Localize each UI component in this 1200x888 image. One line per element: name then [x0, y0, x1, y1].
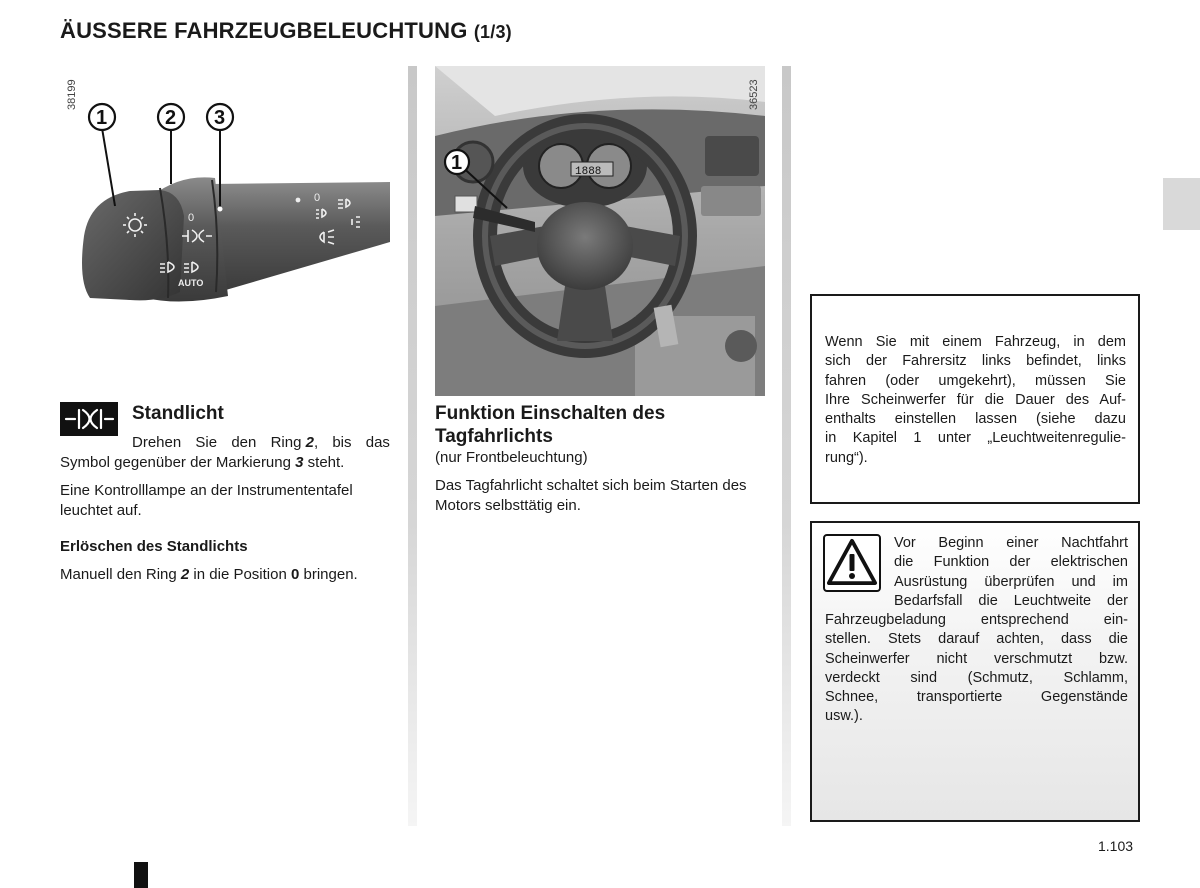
cluster-display-readout: 1888	[575, 166, 602, 178]
warning-text-full	[825, 611, 1128, 727]
info-line: Ihre Scheinwerfer für die Dauer des Auf-	[825, 391, 1126, 408]
standlicht-p3-text-b: in die Position	[189, 566, 291, 583]
standlicht-p3-text-a: Manuell den Ring	[60, 566, 181, 583]
warning-line: die Funktion der elektrischen	[894, 554, 1128, 571]
stalk-zero-mark: 0	[314, 192, 321, 204]
standlicht-heading: Standlicht	[132, 403, 224, 424]
parking-light-icon	[60, 402, 118, 436]
light-stalk-figure	[60, 66, 394, 366]
badge-1	[89, 104, 115, 130]
badge-3	[207, 104, 233, 130]
warning-triangle-icon	[823, 534, 881, 592]
tagfahrlicht-heading-line2: Tagfahrlichts	[435, 426, 553, 447]
info-line: in Kapitel 1 unter „Leuchtweitenregulie-	[825, 430, 1126, 447]
svg-text:1: 1	[96, 107, 108, 129]
svg-text:3: 3	[214, 107, 226, 129]
info-line: enthalts einstellen lassen (siehe dazu	[825, 411, 1126, 428]
warning-text-short	[894, 534, 1128, 611]
column-divider-left	[408, 66, 417, 826]
warning-line: verdeckt sind (Schmutz, Schlamm,	[825, 669, 1128, 686]
info-line: fahren (oder umgekehrt), müssen Sie	[825, 372, 1126, 389]
standlicht-p1-word-das: das	[365, 434, 390, 451]
page-title	[60, 18, 512, 44]
tagfahrlicht-note: (nur Frontbeleuchtung)	[435, 449, 588, 466]
tagfahrlicht-p1: Das Tagfahrlicht schaltet sich beim Starten des Motors selbsttätig ein.	[435, 477, 747, 514]
crop-mark	[134, 862, 148, 888]
standlicht-p1-ring: Ring 2,	[270, 434, 319, 451]
parking-light-symbol	[60, 402, 118, 436]
warning-line: Bedarfsfall die Leuchtweite der	[894, 592, 1128, 609]
standlicht-p1-text-c: Symbol gegenüber der Markierung	[60, 454, 296, 471]
standlicht-p1-word-bis: bis	[332, 434, 352, 451]
warning-line: stellen. Stets darauf achten, dass die	[825, 631, 1128, 648]
chapter-side-tab	[1163, 178, 1200, 230]
standlicht-p3-ring: 2	[180, 566, 190, 583]
warning-line: Vor Beginn einer Nachtfahrt	[894, 535, 1128, 551]
standlicht-p1-text-d: steht.	[303, 454, 345, 471]
page-title-main: ÄUSSERE FAHRZEUGBELEUCHTUNG	[60, 18, 468, 43]
svg-text:2: 2	[165, 107, 177, 129]
warning-line: Fahrzeugbeladung entsprechend ein-	[825, 612, 1128, 628]
tagfahrlicht-heading-line1: Funktion Einschalten des	[435, 403, 666, 424]
warning-triangle-symbol	[825, 536, 879, 590]
badge-2	[158, 104, 184, 130]
light-stalk-illustration	[60, 66, 394, 366]
page-title-part: (1/3)	[473, 22, 512, 42]
dashboard-figure-ref-number: 36523	[748, 79, 760, 110]
warning-line: Scheinwerfer nicht verschmutzt bzw.	[825, 650, 1128, 667]
info-line: Wenn Sie mit einem Fahrzeug, in dem	[825, 334, 1126, 350]
ring-zero-mark: 0	[188, 212, 195, 224]
standlicht-p1-line1	[132, 433, 390, 453]
warning-box	[810, 521, 1140, 822]
info-line: rung“).	[825, 449, 868, 466]
column-divider-right	[782, 66, 791, 826]
standlicht-p1-word-den: den	[231, 434, 257, 451]
svg-text:1: 1	[451, 152, 463, 174]
standlicht-p3	[60, 565, 395, 585]
figure-ref-number: 38199	[66, 79, 78, 110]
warning-line: usw.).	[825, 708, 863, 725]
standlicht-p3-text-c: bringen.	[299, 566, 358, 583]
standlicht-p3-position: 0	[291, 566, 300, 583]
standlicht-p2: Eine Kontrolllampe an der Instrumententafel leuchtet auf.	[60, 482, 353, 519]
info-box	[810, 294, 1140, 504]
info-box-text	[825, 333, 1126, 468]
standlicht-p1-mark: 3	[295, 454, 304, 471]
auto-mark: AUTO	[178, 278, 204, 288]
warning-line: Ausrüstung überprüfen und im	[894, 573, 1128, 590]
standlicht-subheading: Erlöschen des Standlichts	[60, 538, 248, 555]
standlicht-p1-line2	[60, 453, 395, 473]
warning-line: Schnee, transportierte Gegenstände	[825, 689, 1128, 706]
dashboard-badge-1	[445, 150, 469, 174]
standlicht-p1-word-sie: Sie	[195, 434, 218, 451]
dashboard-illustration	[435, 66, 765, 396]
dashboard-figure	[435, 66, 765, 396]
standlicht-p1-word-drehen: Drehen	[132, 434, 182, 451]
page-number: 1.103	[1098, 838, 1134, 854]
info-line: sich der Fahrersitz links befindet, links	[825, 353, 1126, 370]
tagfahrlicht-heading	[435, 402, 765, 448]
